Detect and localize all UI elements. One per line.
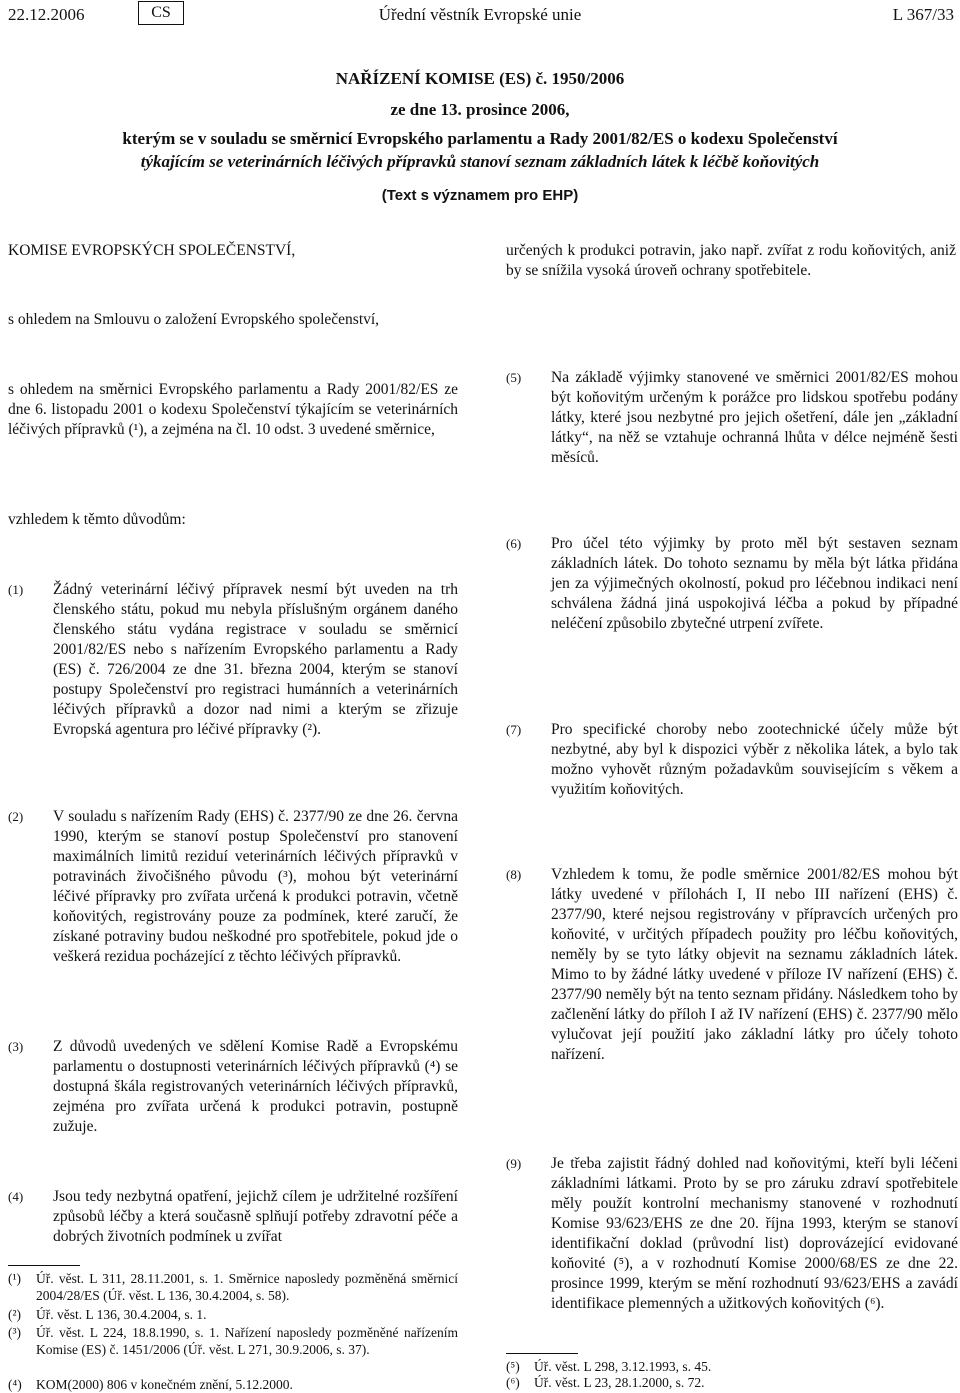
footnote-number: (³) [8, 1325, 22, 1340]
recital-number: (5) [506, 370, 522, 385]
regulation-subject-line2: týkajícím se veterinárních léčivých přípravků stanoví seznam základních látek k léčbě koňovitých [140, 152, 820, 171]
footnote-separator [506, 1353, 578, 1354]
recital-number: (8) [506, 867, 522, 882]
footnote-number: (¹) [8, 1271, 22, 1286]
recital-number: (3) [8, 1039, 24, 1054]
recital-text: V souladu s nařízením Rady (EHS) č. 2377/90 ze dne 26. června 1990, kterým se stanoví postup Společenství pro stanovení maximálních limitů reziduí veterinárních léčivých přípravků v potravinách živočišného původu (³), mohou být veterinární léčivé přípravky pro zvířata určená k produkci potravin, včetně koňovitých, registrovány pouze za podmínek, které zaručí, že získané potraviny budou neškodné pro spotřebitele, pokud jde o veškerá rezidua pocházející z těchto léčivých přípravků. [53, 808, 458, 965]
recital-text: Na základě výjimky stanovené ve směrnici 2001/82/ES mohou být koňovitým určeným k porážce pro lidskou spotřebu podány látky, které jsou nezbytné pro jejich ošetření, dále jen „základní látky“, na něž se vztahuje ochranná lhůta v délce nejméně šesti měsíců. [551, 369, 958, 466]
footnote-number: (⁵) [506, 1359, 520, 1374]
whereas-intro: vzhledem k těmto důvodům: [8, 511, 186, 528]
recital-number: (2) [8, 809, 24, 824]
recital-number: (6) [506, 536, 522, 551]
footnote-text: Úř. věst. L 224, 18.8.1990, s. 1. Nařízení naposledy pozměněné nařízením Komise (ES) č. 1451/2006 (Úř. věst. L 271, 30.9.2006, s. 37). [36, 1325, 458, 1357]
regulation-subject-line1: kterým se v souladu se směrnicí Evropského parlamentu a Rady 2001/82/ES o kodexu Společenství [122, 129, 838, 148]
recital-number: (4) [8, 1189, 24, 1204]
footnote-separator [8, 1265, 80, 1266]
recital-text: Žádný veterinární léčivý přípravek nesmí být uveden na trh členského státu, pokud mu nebyla příslušným orgánem daného členského státu vydána registrace v souladu se směrnicí 2001/82/ES nebo s nařízením Evropského parlamentu a Rady (ES) č. 726/2004 ze dne 31. března 2004, kterým se stanoví postupy Společenství pro registraci humánních a veterinárních léčivých přípravků a dozor nad nimi a kterým se zřizuje Evropská agentura pro léčivé přípravky (²). [53, 581, 458, 738]
treaty-citation: s ohledem na Smlouvu o založení Evropského společenství, [8, 311, 380, 328]
footnote-number: (²) [8, 1307, 22, 1322]
footnote-number: (⁶) [506, 1375, 520, 1390]
regulation-date: ze dne 13. prosince 2006, [390, 100, 570, 119]
recital-text: Pro účel této výjimky by proto měl být sestaven seznam základních látek. Do tohoto seznamu by měla být látka přidána jen za výjimečných okolností, pokud pro léčebnou indikaci není schválena žádná jiná uspokojivá léčba a pokud by případné neléčení způsobilo zbytečné utrpení zvířete. [551, 535, 958, 632]
header-journal-name: Úřední věstník Evropské unie [378, 5, 582, 24]
header-language-box: CS [138, 1, 184, 25]
footnote-number: (⁴) [8, 1377, 22, 1392]
recital-4-continuation: určených k produkci potravin, jako např. zvířat z rodu koňovitých, aniž by se snížila vysoká úroveň ochrany spotřebitele. [506, 242, 956, 279]
recital-number: (1) [8, 582, 24, 597]
footnote-text: Úř. věst. L 136, 30.4.2004, s. 1. [36, 1307, 207, 1322]
footnote-text: Úř. věst. L 298, 3.12.1993, s. 45. [534, 1359, 712, 1374]
directive-citation: s ohledem na směrnici Evropského parlamentu a Rady 2001/82/ES ze dne 6. listopadu 2001 o kodexu Společenství týkajícím se veterinárních léčivých přípravků (¹), a zejména na čl. 10 odst. 3 uvedené směrnice, [8, 381, 458, 438]
regulation-title: NAŘÍZENÍ KOMISE (ES) č. 1950/2006 [335, 69, 625, 88]
recital-text: Vzhledem k tomu, že podle směrnice 2001/82/ES mohou být látky uvedené v přílohách I, II nebo III nařízení (EHS) č. 2377/90, které nejsou registrovány v přípravcích určených pro koňovité, v určitých případech použity pro léčbu koňovitých, neměly by se tyto látky objevit na seznamu základních látek. Mimo to by žádné látky uvedené v příloze IV nařízení (EHS) č. 2377/90 neměly být na tento seznam přidány. Následkem toho by začlenění látky do příloh I až IV nařízení (EHS) č. 2377/90 mělo vylučovat její použití jako základní látky pro účely tohoto nařízení. [551, 866, 958, 1063]
issuer-line: KOMISE EVROPSKÝCH SPOLEČENSTVÍ, [8, 242, 296, 259]
recital-text: Jsou tedy nezbytná opatření, jejichž cílem je udržitelné rozšíření způsobů léčby a která současně splňují potřeby zdravotní péče a dobrých životních podmínek u zvířat [53, 1188, 458, 1245]
header-date: 22.12.2006 [8, 5, 85, 24]
footnote-text: KOM(2000) 806 v konečném znění, 5.12.2000. [36, 1377, 293, 1392]
footnote-text: Úř. věst. L 23, 28.1.2000, s. 72. [534, 1375, 705, 1390]
footnote-text: Úř. věst. L 311, 28.11.2001, s. 1. Směrnice naposledy pozměněná směrnicí 2004/28/ES (Úř. věst. L 136, 30.4.2004, s. 58). [36, 1271, 458, 1303]
recital-text: Pro specifické choroby nebo zootechnické účely může být nezbytné, aby byl k dispozici výběr z několika látek, a bylo tak možno vyhovět různým požadavkům souvisejícím s věkem a využitím koňovitých. [551, 721, 958, 798]
eea-relevance-note: (Text s významem pro EHP) [381, 187, 579, 204]
recital-number: (7) [506, 722, 522, 737]
recital-text: Z důvodů uvedených ve sdělení Komise Radě a Evropskému parlamentu o dostupnosti veterinárních léčivých přípravků (⁴) se dostupná škála registrovaných veterinárních léčivých přípravků, zejména pro zvířata určená k produkci potravin, postupně zužuje. [53, 1038, 458, 1135]
header-page-number: L 367/33 [892, 5, 954, 24]
recital-number: (9) [506, 1156, 522, 1171]
recital-text: Je třeba zajistit řádný dohled nad koňovitými, kteří byli léčeni základními látkami. Proto by se pro záruku zdraví spotřebitele měly použít kontrolní mechanismy stanovené v rozhodnutí Komise 93/623/EHS ze dne 20. října 1993, kterým se stanoví identifikační doklad (průvodní list) doprovázející evidované koňovité (⁵), a v rozhodnutí Komise 2000/68/ES ze dne 22. prosince 1999, kterým se mění rozhodnutí 93/623/EHS a zavádí identifikace plemenných a užitkových koňovitých (⁶). [551, 1155, 958, 1312]
